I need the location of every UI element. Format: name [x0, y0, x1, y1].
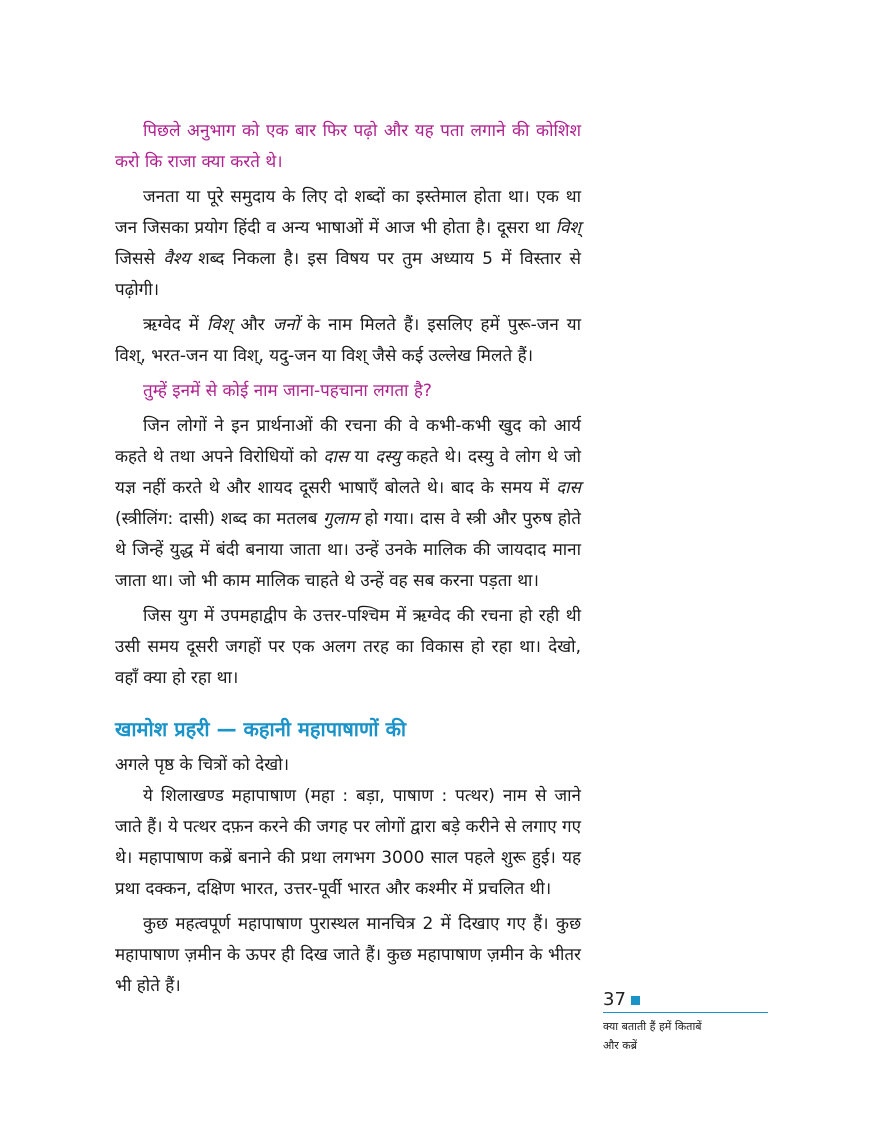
footer-rule: [603, 1012, 768, 1013]
italic-term: विश्: [206, 315, 233, 335]
page-number-row: [603, 990, 768, 1010]
section-heading: खामोश प्रहरी — कहानी महापाषाणों की: [115, 717, 407, 741]
book-title: क्या बताती हैं हमें किताबें और कब्रें: [603, 1020, 702, 1052]
italic-term: दास: [556, 478, 581, 498]
body-paragraph: ऋग्वेद में विश् और जनों के नाम मिलते हैं। इसलिए हमें पुरू-जन या विश्, भरत-जन या विश्, यदु-जन या विश् जैसे कई उल्लेख मिलते हैं।: [115, 315, 582, 366]
page-number: 37: [603, 989, 626, 1010]
italic-term: दस्यु: [374, 447, 401, 467]
italic-term: वैश्य: [163, 249, 190, 269]
italic-term: दास: [323, 447, 349, 467]
question-paragraph: तुम्हें इनमें से कोई नाम जाना-पहचाना लगता है?: [143, 381, 432, 401]
body-paragraph: ये शिलाखण्ड महापाषाण (महा : बड़ा, पाषाण : पत्थर) नाम से जाने जाते हैं। ये पत्थर दफ़न करने की जगह पर लोगों द्वारा बड़े करीने से लगाए गए थे। महापाषाण कब्रें बनाने की प्रथा लगभग 3000 साल पहले शुरू हुई। यह प्रथा दक्कन, दक्षिण भारत, उत्तर-पूर्वी भारत और कश्मीर में प्रचलित थी।: [115, 786, 581, 899]
page-footer: [603, 990, 768, 1055]
question-paragraph: पिछले अनुभाग को एक बार फिर पढ़ो और यह पता लगाने की कोशिश करो कि राजा क्या करते थे।: [115, 121, 581, 172]
italic-term: जनों: [272, 315, 300, 335]
body-paragraph: कुछ महत्वपूर्ण महापाषाण पुरास्थल मानचित्र 2 में दिखाए गए हैं। कुछ महापाषाण ज़मीन के ऊपर ही दिख जाते हैं। कुछ महापाषाण ज़मीन के भीतर भी होते हैं।: [115, 914, 581, 996]
body-paragraph: जनता या पूरे समुदाय के लिए दो शब्दों का इस्तेमाल होता था। एक था जन जिसका प्रयोग हिंदी व अन्य भाषाओं में आज भी होता है। दूसरा था विश् जिससे वैश्य शब्द निकला है। इस विषय पर तुम अध्याय 5 में विस्तार से पढ़ोगी।: [115, 187, 581, 300]
page-content: [115, 116, 581, 1002]
body-paragraph: जिन लोगों ने इन प्रार्थनाओं की रचना की वे कभी-कभी खुद को आर्य कहते थे तथा अपने विरोधियों को दास या दस्यु कहते थे। दस्यु वे लोग थे जो यज्ञ नहीं करते थे और शायद दूसरी भाषाएँ बोलते थे। बाद के समय में दास (स्त्रीलिंग: दासी) शब्द का मतलब गुलाम हो गया। दास वे स्त्री और पुरुष होते थे जिन्हें युद्ध में बंदी बनाया जाता था। उन्हें उनके मालिक की जायदाद माना जाता था। जो भी काम मालिक चाहते थे उन्हें वह सब करना पड़ता था।: [115, 416, 581, 591]
italic-term: गुलाम: [323, 509, 359, 529]
square-marker-icon: [631, 996, 640, 1005]
body-paragraph: जिस युग में उपमहाद्वीप के उत्तर-पश्चिम में ऋग्वेद की रचना हो रही थी उसी समय दूसरी जगहों पर एक अलग तरह का विकास हो रहा था। देखो, वहाँ क्या हो रहा था।: [115, 606, 581, 688]
italic-term: विश्: [555, 218, 581, 238]
body-paragraph: अगले पृष्ठ के चित्रों को देखो।: [115, 755, 290, 775]
